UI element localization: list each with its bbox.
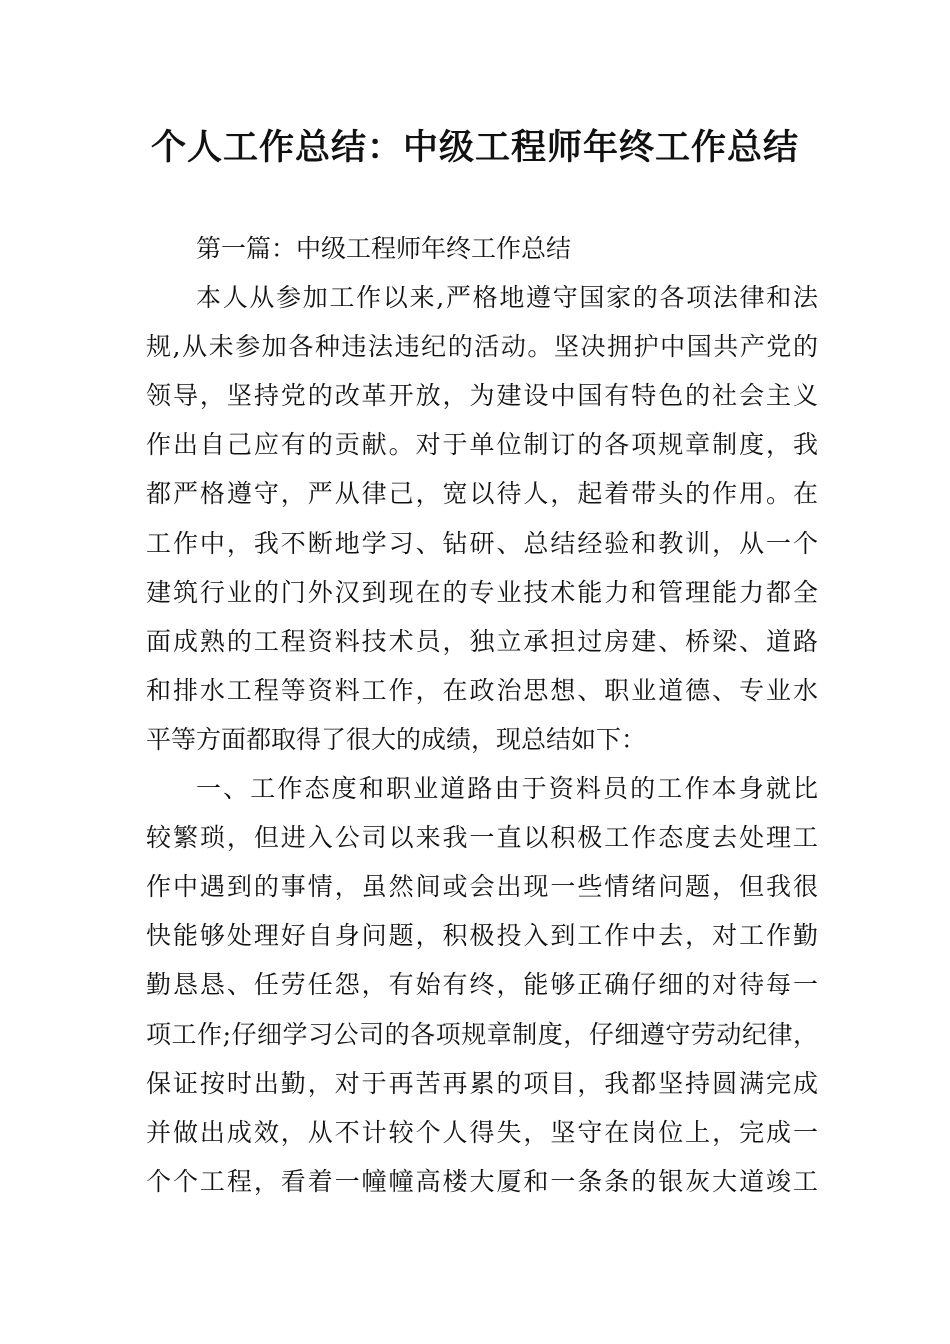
text-line: 领导，坚持党的改革开放，为建设中国有特色的社会主义 bbox=[146, 381, 818, 411]
text-line: 本人从参加工作以来,严格地遵守国家的各项法律和法 bbox=[196, 283, 818, 313]
text-line: 勤恳恳、任劳任怨，有始有终，能够正确仔细的对待每一 bbox=[146, 970, 818, 1000]
text-line: 并做出成效，从不计较个人得失，坚守在岗位上，完成一 bbox=[146, 1117, 818, 1147]
text-line: 都严格遵守，严从律己，宽以待人，起着带头的作用。在 bbox=[146, 479, 818, 509]
text-line: 较繁琐，但进入公司以来我一直以积极工作态度去处理工 bbox=[146, 823, 818, 853]
text-line: 项工作;仔细学习公司的各项规章制度，仔细遵守劳动纪律， bbox=[146, 1019, 818, 1049]
document-title: 个人工作总结：中级工程师年终工作总结 bbox=[150, 128, 799, 168]
document-body bbox=[146, 224, 818, 1206]
text-line: 工作中，我不断地学习、钻研、总结经验和教训，从一个 bbox=[146, 528, 818, 558]
text-line: 和排水工程等资料工作，在政治思想、职业道德、专业水 bbox=[146, 675, 818, 705]
text-line: 保证按时出勤，对于再苦再累的项目，我都坚持圆满完成 bbox=[146, 1068, 818, 1098]
text-line: 一、工作态度和职业道路由于资料员的工作本身就比 bbox=[196, 774, 818, 804]
text-line: 建筑行业的门外汉到现在的专业技术能力和管理能力都全 bbox=[146, 577, 818, 607]
text-line: 作中遇到的事情，虽然间或会出现一些情绪问题，但我很 bbox=[146, 872, 818, 902]
text-line: 快能够处理好自身问题，积极投入到工作中去，对工作勤 bbox=[146, 921, 818, 951]
text-line: 平等方面都取得了很大的成绩，现总结如下： bbox=[146, 724, 647, 754]
text-line: 面成熟的工程资料技术员，独立承担过房建、桥梁、道路 bbox=[146, 626, 818, 656]
text-line: 个个工程，看着一幢幢高楼大厦和一条条的银灰大道竣工 bbox=[146, 1166, 818, 1196]
text-line: 作出自己应有的贡献。对于单位制订的各项规章制度，我 bbox=[146, 430, 818, 460]
text-line: 规,从未参加各种违法违纪的活动。坚决拥护中国共产党的 bbox=[146, 332, 818, 362]
section-heading: 第一篇：中级工程师年终工作总结 bbox=[196, 234, 572, 263]
